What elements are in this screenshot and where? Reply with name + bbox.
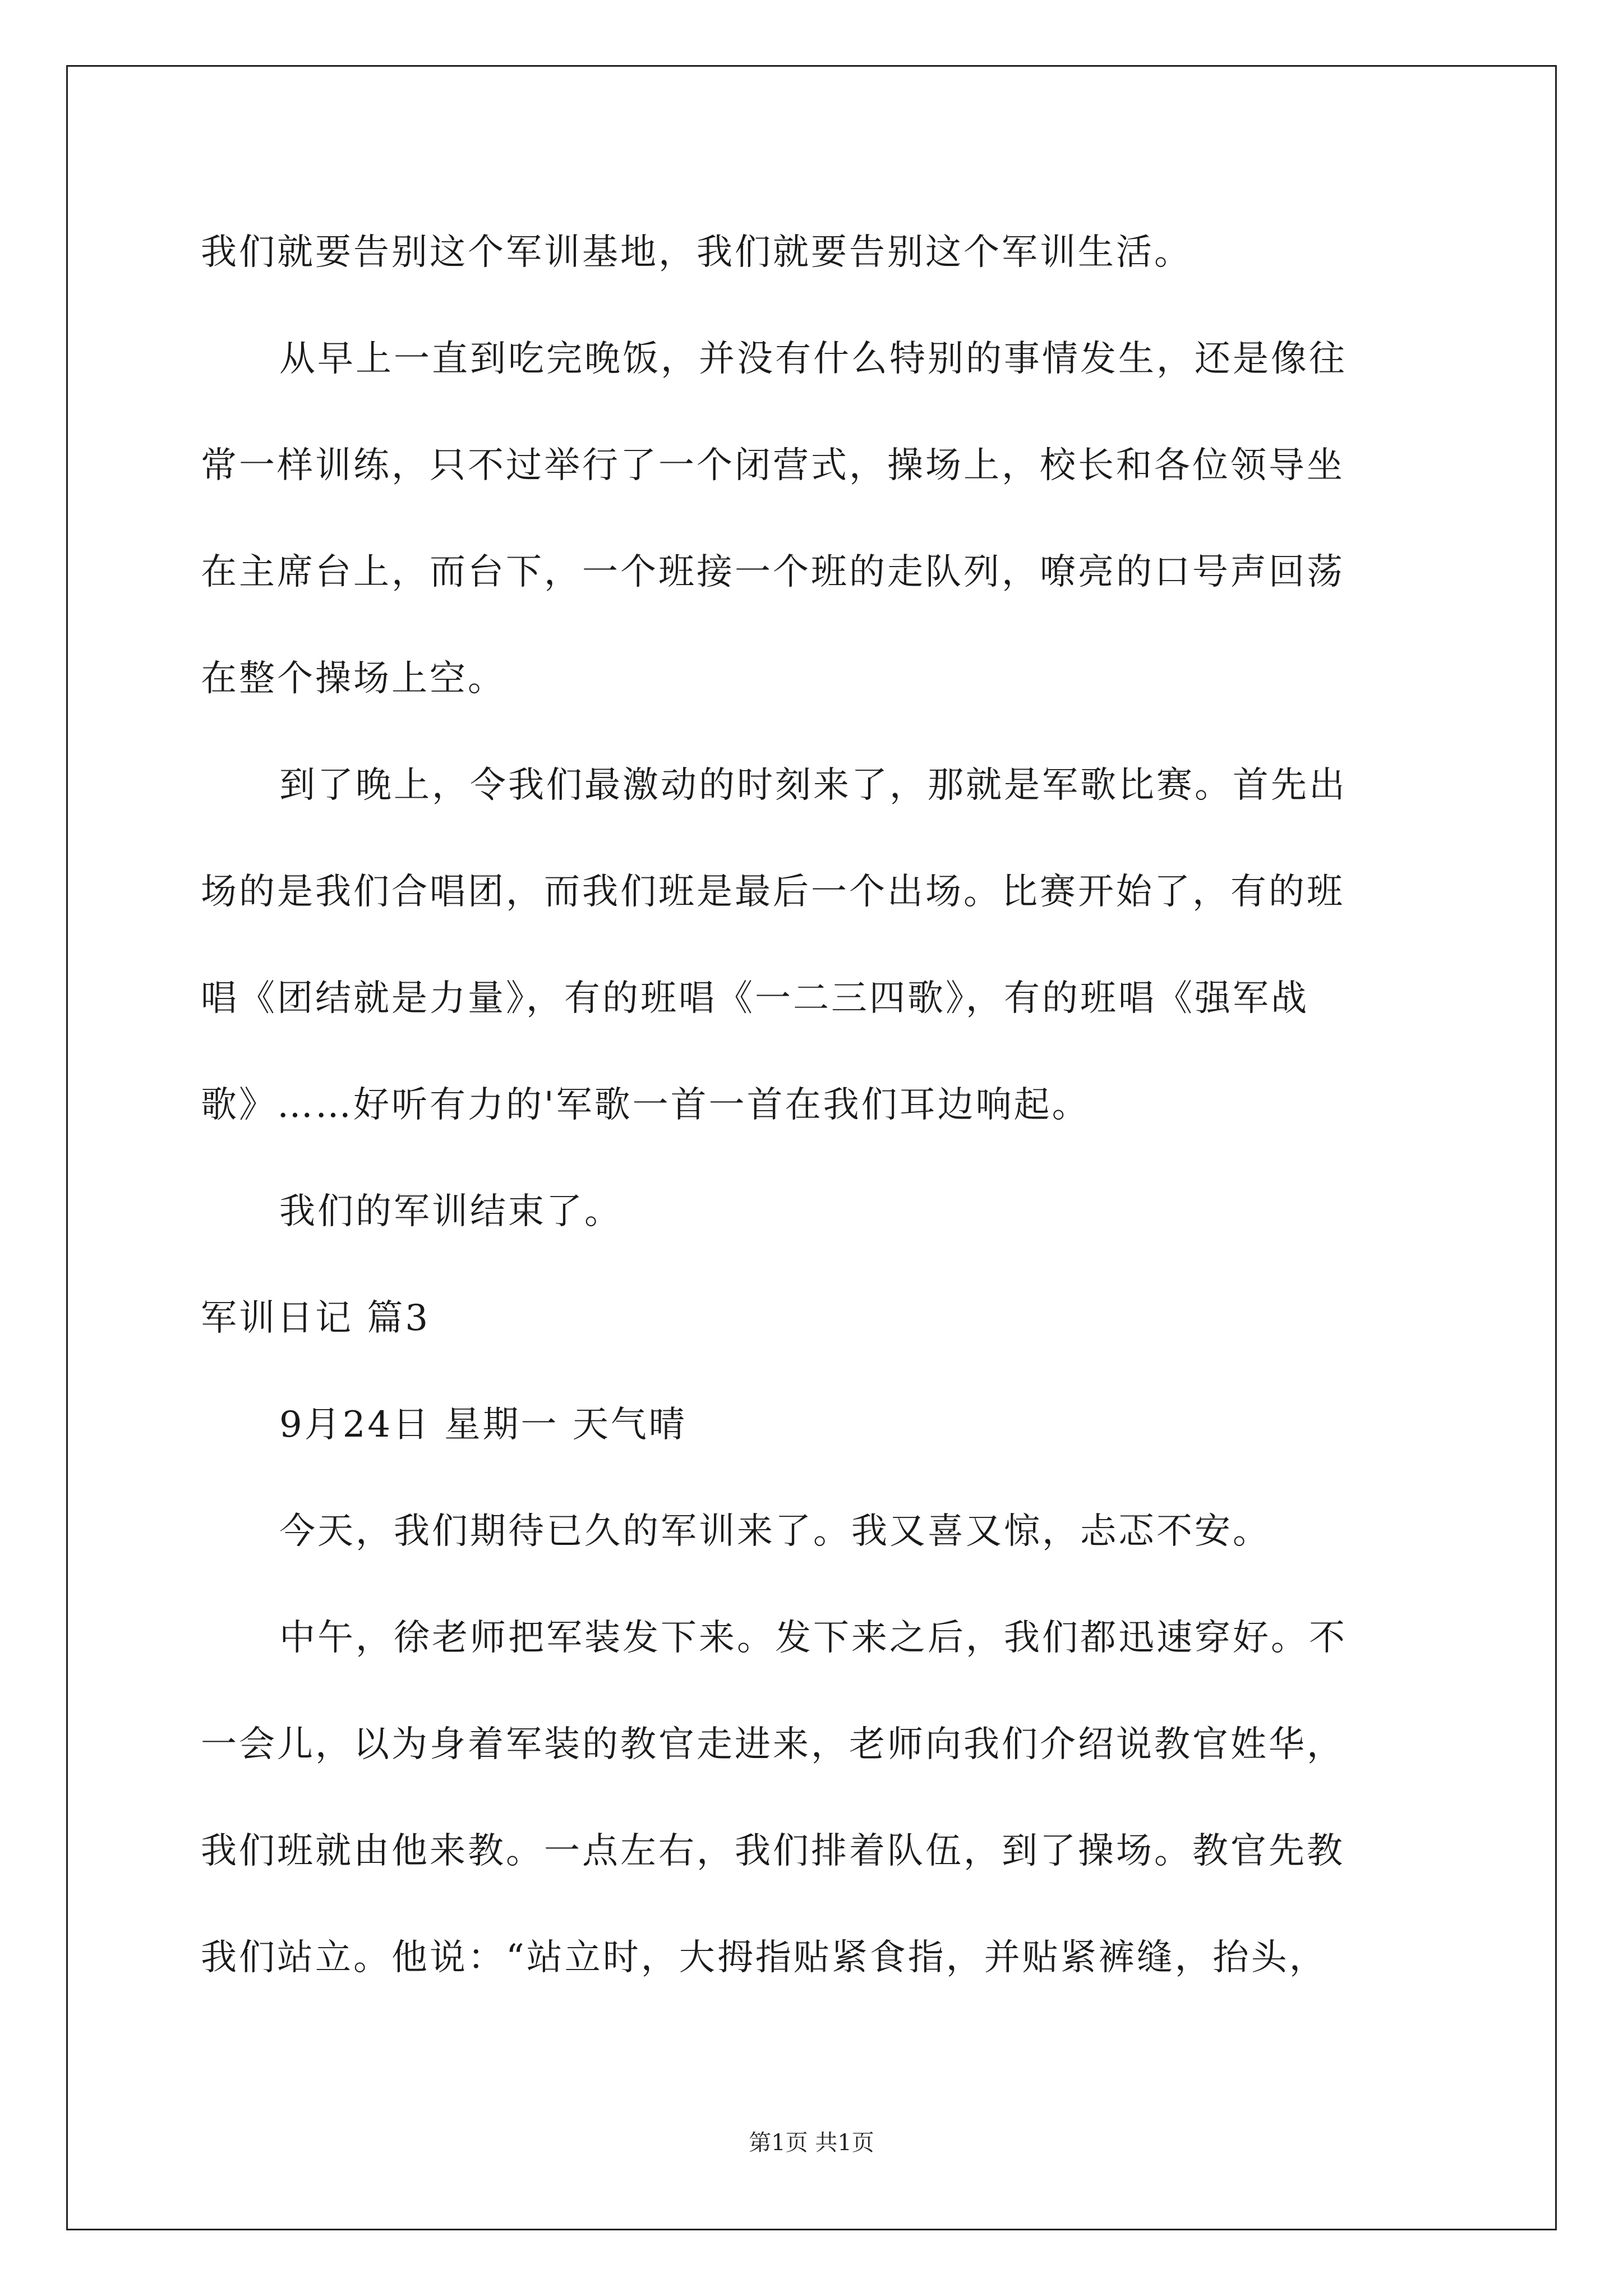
page-border <box>66 65 1557 2230</box>
paragraph-line: 在主席台上，而台下，一个班接一个班的走队列，嘹亮的口号声回荡 <box>201 551 1345 593</box>
paragraph-line: 中午，徐老师把军装发下来。发下来之后，我们都迅速穿好。不 <box>279 1617 1347 1659</box>
paragraph-line: 我们站立。他说：“站立时，大拇指贴紧食指，并贴紧裤缝，抬头， <box>201 1937 1327 1978</box>
paragraph-line: 歌》……好听有力的'军歌一首一首在我们耳边响起。 <box>201 1084 1090 1126</box>
paragraph-line: 我们班就由他来教。一点左右，我们排着队伍，到了操场。教官先教 <box>201 1830 1345 1872</box>
paragraph-line: 一会儿，以为身着军装的教官走进来，老师向我们介绍说教官姓华， <box>201 1724 1345 1765</box>
paragraph-line: 唱《团结就是力量》，有的班唱《一二三四歌》，有的班唱《强军战 <box>201 978 1309 1019</box>
diary-date-line: 9月24日 星期一 天气晴 <box>279 1404 687 1446</box>
paragraph-line: 在整个操场上空。 <box>201 658 506 700</box>
page-footer: 第1页 共1页 <box>749 2130 874 2156</box>
paragraph-line: 常一样训练，只不过举行了一个闭营式，操场上，校长和各位领导坐 <box>201 445 1345 486</box>
paragraph-line: 我们的军训结束了。 <box>279 1191 623 1232</box>
paragraph-line: 今天，我们期待已久的军训来了。我又喜又惊，忐忑不安。 <box>279 1511 1271 1552</box>
section-heading: 军训日记 篇3 <box>201 1297 431 1339</box>
paragraph-line: 从早上一直到吃完晚饭，并没有什么特别的事情发生，还是像往 <box>279 338 1347 380</box>
paragraph-line: 场的是我们合唱团，而我们班是最后一个出场。比赛开始了，有的班 <box>201 871 1345 913</box>
paragraph-line: 我们就要告别这个军训基地，我们就要告别这个军训生活。 <box>201 232 1192 273</box>
paragraph-line: 到了晚上，令我们最激动的时刻来了，那就是军歌比赛。首先出 <box>279 765 1347 806</box>
